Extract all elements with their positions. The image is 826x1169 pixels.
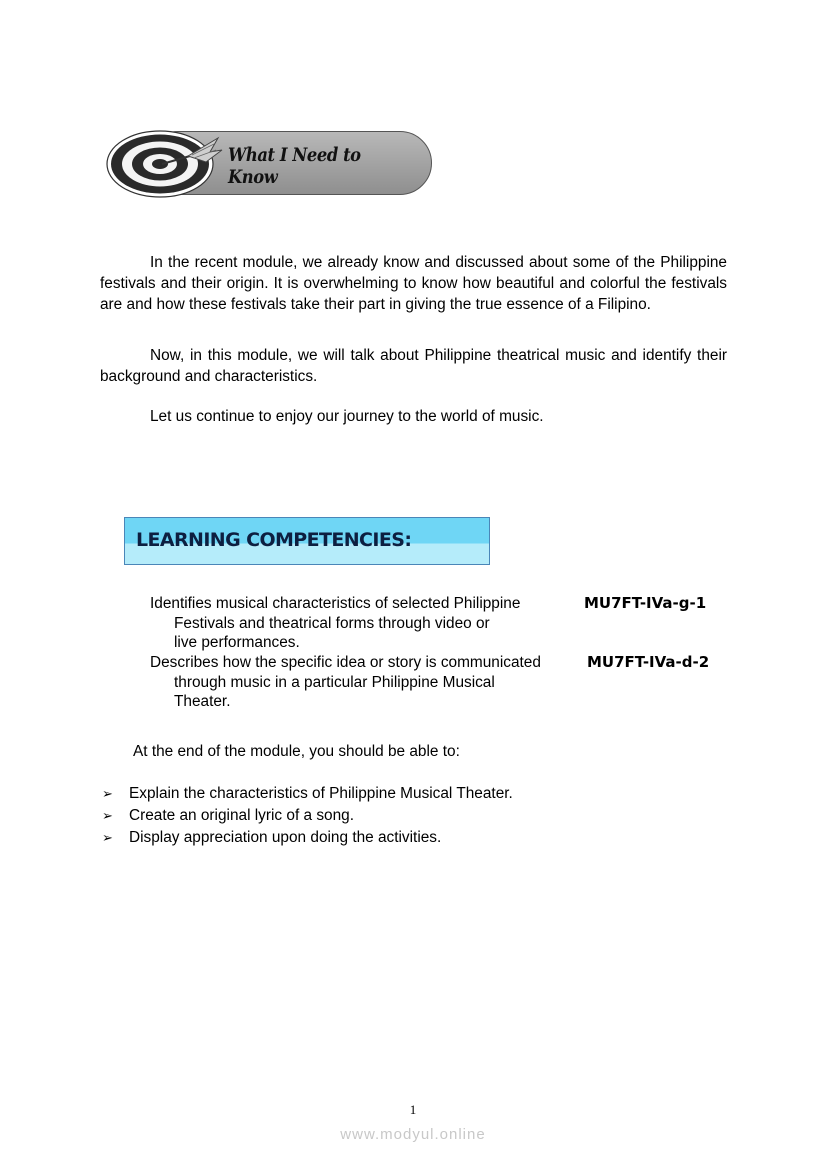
dart-target-icon [106, 130, 224, 198]
page-number: 1 [409, 1102, 417, 1117]
competency-code: MU7FT-IVa-d-2 [587, 653, 710, 671]
competency-line: Festivals and theatrical forms through video or [174, 614, 490, 632]
competency-item [150, 594, 580, 653]
watermark: www.modyul.online [340, 1126, 486, 1143]
list-item [102, 784, 513, 804]
objective-text: Display appreciation upon doing the activities. [129, 829, 442, 846]
intro-paragraph-2: Now, in this module, we will talk about Philippine theatrical music and identify their background and characteristics. [100, 347, 727, 385]
list-item [102, 828, 441, 848]
competency-line: Identifies musical characteristics of selected Philippine [150, 595, 521, 612]
competency-code: MU7FT-IVa-g-1 [584, 594, 707, 612]
competency-line: Describes how the specific idea or story is communicated [150, 654, 541, 671]
intro-paragraph-1: In the recent module, we already know and discussed about some of the Philippine festivals and their origin. It is overwhelming to know how beautiful and colorful the festivals are and how these festivals take their part in giving the true essence of a Filipino. [100, 254, 727, 313]
learning-competencies-heading: LEARNING COMPETENCIES: [136, 529, 412, 551]
list-item [102, 806, 354, 826]
objective-text: Create an original lyric of a song. [129, 807, 354, 824]
section-banner [106, 130, 432, 198]
competency-line: through music in a particular Philippine Musical [174, 673, 495, 691]
objective-text: Explain the characteristics of Philippine Musical Theater. [129, 785, 513, 802]
intro-paragraph-3: Let us continue to enjoy our journey to the world of music. [150, 408, 544, 425]
banner-title: What I Need to Know [228, 144, 361, 188]
competency-line: Theater. [174, 693, 231, 711]
arrow-bullet-icon: ➢ [102, 808, 113, 823]
learning-competencies-box [124, 517, 490, 565]
arrow-bullet-icon: ➢ [102, 830, 113, 845]
objectives-lead: At the end of the module, you should be able to: [133, 743, 460, 760]
arrow-bullet-icon: ➢ [102, 786, 113, 801]
competency-line: live performances. [174, 634, 300, 652]
competency-item [150, 653, 580, 712]
